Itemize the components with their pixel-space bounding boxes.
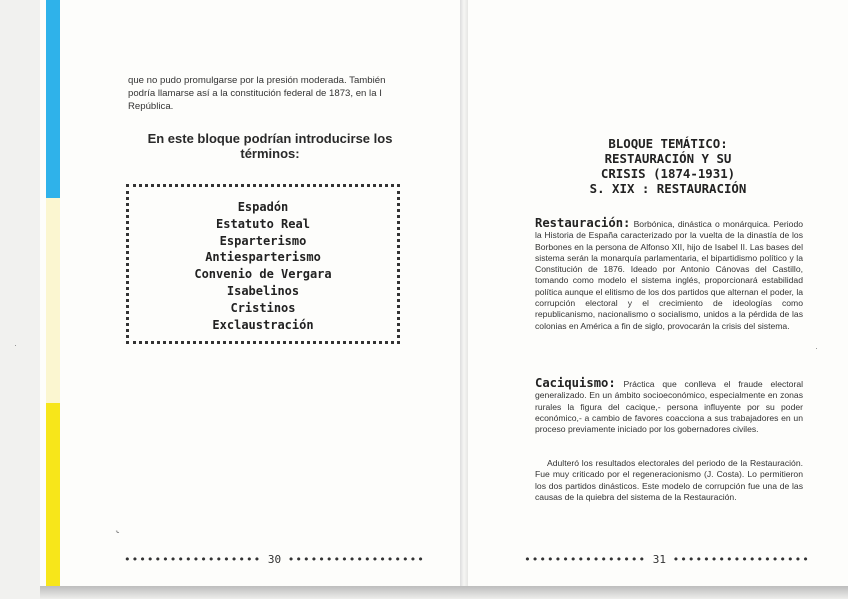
title-line: CRISIS (1874-1931)	[600, 166, 736, 181]
entry-text: Adulteró los resultados electorales del periodo de la Restauración. Fue muy criticado por el regeneracionismo (J. Costa). Lo permitieron los dos partidos dinásticos. Este modelo de corrupción fue una de las causas de la quiebra del sistema de la Restauración.	[535, 458, 803, 502]
ink-mark: ˞	[116, 524, 120, 538]
term-item: Exclaustración	[212, 317, 314, 332]
title-line: BLOQUE TEMÁTICO:	[608, 136, 728, 151]
entry-paragraph	[535, 458, 803, 503]
ink-mark: ·	[815, 343, 818, 353]
terms-prompt: En este bloque podrían introducirse los términos:	[147, 131, 393, 161]
term-item: Espadón	[237, 200, 289, 214]
pale-edge-strip	[46, 198, 60, 403]
terms-list	[129, 199, 397, 333]
footer-dots: ••••••••••••••••••	[672, 553, 810, 566]
term-item: Convenio de Vergara	[194, 267, 332, 282]
page-number: 31	[652, 553, 666, 566]
entry-caciquismo	[535, 378, 803, 435]
blue-edge-strip	[46, 0, 60, 198]
ink-mark: ·	[14, 340, 17, 350]
page-number: 30	[267, 553, 282, 566]
terms-box	[126, 184, 400, 344]
book-gutter	[460, 0, 468, 588]
term-item: Antiesparterismo	[205, 250, 321, 265]
term-item: Cristinos	[230, 300, 296, 315]
footer-dots: ••••••••••••••••••	[287, 553, 425, 566]
entry-text: Borbónica, dinástica o monárquica. Periodo la Historia de España caracterizado por la vuelta de la dinastía de los Borbones en la persona de Alfonso XII, hijo de Isabel II. Las bases del sistema serán la monarquía parlamentaria, el bipartidismo político y la Constitución de 1876. Ideado por Antonio Cánovas del Castillo, tomando como modelo el sistema inglés, proporcionará estabilidad política aunque el elitismo de los dos partidos que alternan el poder, la corrupción electoral y el crecimiento de ideologías como republicanismo, nacionalismo o socialismo, unidos a la pérdida de las colonias en América a fin de siglo, provocarán la crisis del sistema.	[535, 219, 804, 331]
footer-dots: ••••••••••••••••••	[124, 553, 262, 566]
title-line: RESTAURACIÓN Y SU	[604, 151, 732, 166]
right-footer	[522, 553, 812, 566]
entry-restauracion	[535, 218, 803, 332]
term-item: Estatuto Real	[216, 216, 310, 231]
term-item: Isabelinos	[226, 283, 300, 298]
footer-dots: ••••••••••••••••	[524, 553, 647, 566]
entry-term: Restauración:	[535, 216, 631, 230]
yellow-edge-strip	[46, 403, 60, 586]
bottom-shadow	[40, 586, 848, 599]
intro-text: que no pudo promulgarse por la presión moderada. También podría llamarse así a la constitución federal de 1873, en la I República.	[128, 75, 386, 112]
entry-term: Caciquismo:	[535, 376, 616, 390]
left-footer	[124, 553, 425, 566]
term-item: Esparterismo	[219, 233, 307, 248]
block-title	[553, 136, 783, 196]
title-line: S. XIX : RESTAURACIÓN	[589, 181, 747, 196]
entry-text: Práctica que conlleva el fraude electoral generalizado. En un ámbito socioeconómico, especialmente en zonas rurales la figura del cacique,- persona influyente por su poder económico,- a cambio de favores coacciona a sus trabajadores en un proceso previamente iniciado por los gobernadores civiles.	[535, 379, 804, 435]
